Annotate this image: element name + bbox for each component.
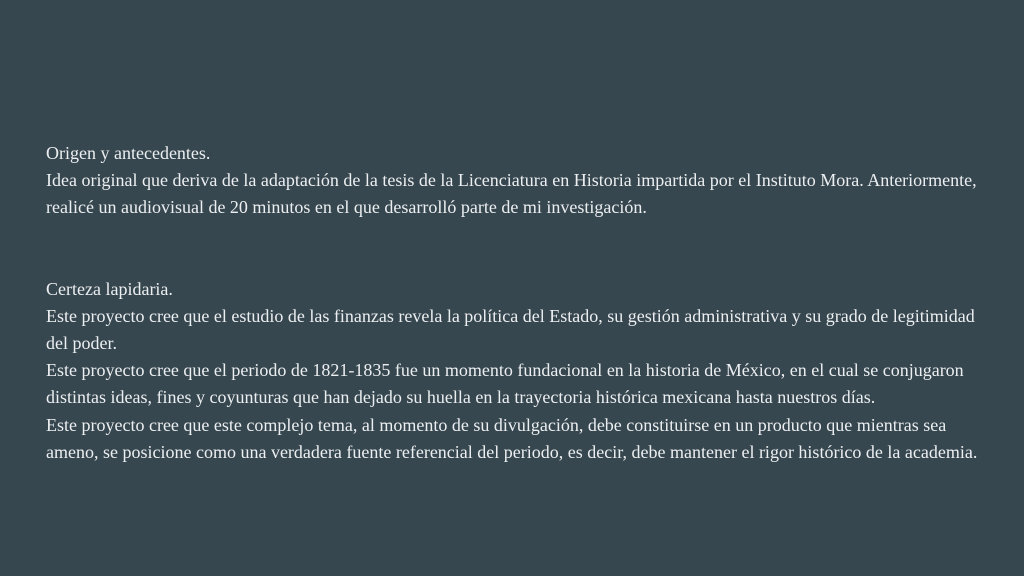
slide-text-body <box>46 140 986 466</box>
section-paragraph: Idea original que deriva de la adaptación de la tesis de la Licenciatura en Historia impartida por el Instituto Mora. Anteriormente, realicé un audiovisual de 20 minutos en el que desarrolló parte de mi investigación. <box>46 170 977 218</box>
section-heading: Certeza lapidaria. <box>46 278 173 299</box>
section-paragraph: Este proyecto cree que el periodo de 1821-1835 fue un momento fundacional en la historia de México, en el cual se conjugaron distintas ideas, fines y coyunturas que han dejado su huella en la trayectoria histórica mexicana hasta nuestros días. <box>46 360 964 408</box>
section-origin <box>46 140 986 222</box>
section-paragraph: Este proyecto cree que este complejo tema, al momento de su divulgación, debe constituirse en un producto que mientras sea ameno, se posicione como una verdadera fuente referencial del periodo, es decir, debe mantener el rigor histórico de la academia. <box>46 414 978 462</box>
section-certainty <box>46 276 986 466</box>
section-paragraph: Este proyecto cree que el estudio de las finanzas revela la política del Estado, su gestión administrativa y su grado de legitimidad del poder. <box>46 305 975 354</box>
section-heading: Origen y antecedentes. <box>46 143 211 163</box>
